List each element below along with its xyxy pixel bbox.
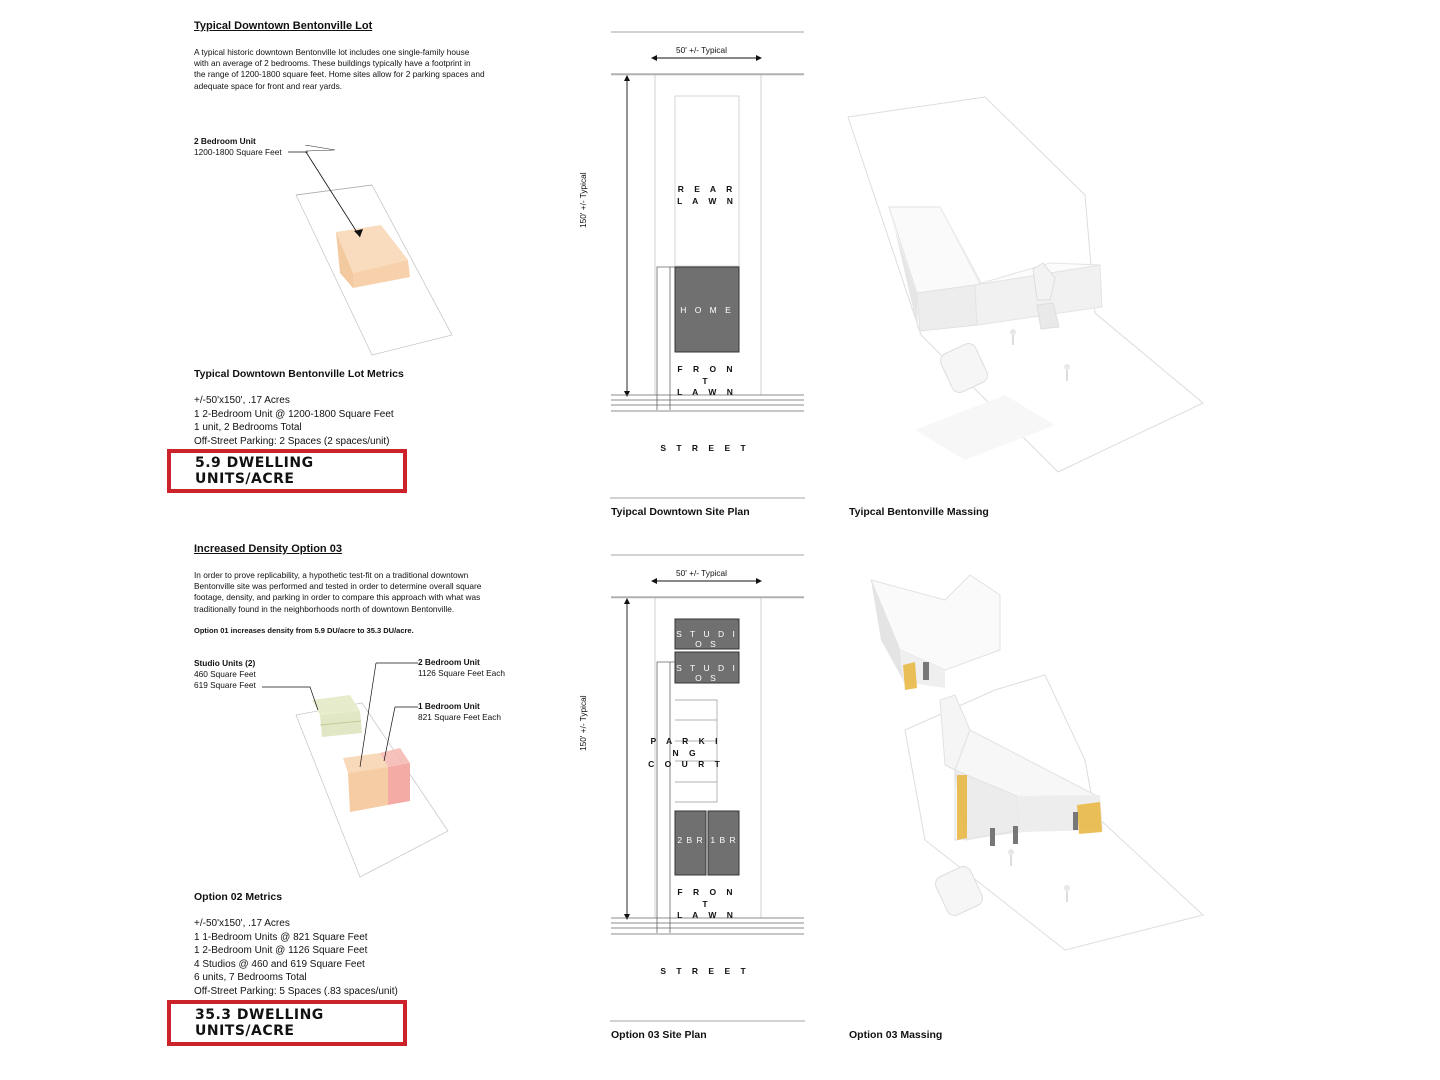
- section1-description: [194, 47, 534, 92]
- rear-lawn-area: [675, 96, 739, 266]
- section2-metrics-title: Option 02 Metrics: [194, 891, 283, 903]
- metric-line: +/-50'x150', .17 Acres: [194, 918, 290, 929]
- description-line: with an average of 2 bedrooms. These buildings typically have a footprint in: [194, 58, 471, 69]
- callout-title: 2 Bedroom Unit: [194, 136, 256, 146]
- massing-model-1: [845, 95, 1205, 480]
- 2br-label: 2 B R: [677, 835, 704, 845]
- lot-axonometric-diagram: [280, 145, 480, 360]
- metric-line: +/-50'x150', .17 Acres: [194, 395, 290, 406]
- section1-metrics-list: [194, 394, 394, 448]
- metric-line: 6 units, 7 Bedrooms Total: [194, 972, 307, 984]
- description-line: the range of 1200-1800 square feet. Home sites allow for 2 parking spaces and: [194, 69, 485, 80]
- rear-lawn-label: R E A R L A W N: [677, 184, 737, 206]
- description-line: traditionally found in the neighborhoods north of downtown Bentonville.: [194, 603, 455, 614]
- section2-description: [194, 570, 534, 615]
- massing-caption-1: Tyipcal Bentonville Massing: [849, 506, 989, 518]
- studio-label: S T U D I O S: [676, 629, 738, 649]
- description-line: Bentonville site was performed and tested in order to determine overall square: [194, 581, 482, 592]
- description-line: In order to prove replicability, a hypothetic test-fit on a traditional downtown: [194, 570, 469, 580]
- street-label: S T R E E T: [660, 443, 750, 453]
- metric-line: 4 Studios @ 460 and 619 Square Feet: [194, 958, 365, 970]
- metric-line: Off-Street Parking: 2 Spaces (2 spaces/unit): [194, 435, 390, 447]
- metric-line: 1 unit, 2 Bedrooms Total: [194, 422, 302, 434]
- metric-line: Off-Street Parking: 5 Spaces (.83 spaces/unit): [194, 985, 398, 997]
- section1-title: Typical Downtown Bentonville Lot: [194, 20, 373, 32]
- parking-court-label: P A R K I N G C O U R T: [648, 736, 724, 769]
- front-lawn-label: F R O N T L A W N: [677, 364, 737, 397]
- plan1-width-label: 50' +/- Typical: [676, 45, 728, 55]
- metric-line: 1 1-Bedroom Units @ 821 Square Feet: [194, 931, 368, 943]
- metric-line: 1 2-Bedroom Unit @ 1126 Square Feet: [194, 945, 368, 957]
- driveway: [657, 267, 675, 410]
- plan2-width-label: 50' +/- Typical: [676, 568, 728, 578]
- plan1-depth-label: 150' +/- Typical: [578, 172, 588, 228]
- callout-studio-units: Studio Units (2) 460 Square Feet 619 Square Feet: [194, 658, 256, 690]
- section1-metrics-title: Typical Downtown Bentonville Lot Metrics: [194, 368, 404, 380]
- callout-1br-unit: 1 Bedroom Unit 821 Square Feet Each: [418, 701, 502, 722]
- studio-label: S T U D I O S: [676, 663, 738, 683]
- site-plan-caption-2: Option 03 Site Plan: [611, 1029, 707, 1041]
- massing-caption-2: Option 03 Massing: [849, 1029, 943, 1041]
- callout-detail: 1200-1800 Square Feet: [194, 147, 282, 157]
- description-line: footage, density, and parking in order to compare this approach with what was: [194, 592, 481, 603]
- 1br-volume: [388, 763, 410, 805]
- metric-line: 1 2-Bedroom Unit @ 1200-1800 Square Feet: [194, 408, 394, 420]
- callout-2br-unit: 2 Bedroom Unit 1126 Square Feet Each: [418, 657, 506, 678]
- home-label: H O M E: [680, 305, 734, 315]
- site-plan-caption-1: Tyipcal Downtown Site Plan: [611, 506, 750, 518]
- description-line: adequate space for front and rear yards.: [194, 80, 343, 91]
- description-line: A typical historic downtown Bentonville lot includes one single-family house: [194, 47, 470, 57]
- density-badge: 5.9 DWELLING UNITS/ACRE: [167, 449, 407, 493]
- section2-metrics-list: [194, 917, 398, 999]
- street-label: S T R E E T: [660, 966, 750, 976]
- driveway: [657, 662, 675, 933]
- density-badge: 35.3 DWELLING UNITS/ACRE: [167, 1000, 407, 1046]
- density-note: Option 01 increases density from 5.9 DU/acre to 35.3 DU/acre.: [194, 626, 414, 635]
- 2br-volume: [348, 767, 388, 812]
- plan2-depth-label: 150' +/- Typical: [578, 695, 588, 751]
- option-axonometric-diagram: [260, 655, 460, 885]
- section2-title: Increased Density Option 03: [194, 543, 342, 555]
- front-lawn-label: F R O N T L A W N: [677, 887, 737, 920]
- 1br-label: 1 B R: [710, 835, 737, 845]
- massing-model-2: [845, 570, 1205, 955]
